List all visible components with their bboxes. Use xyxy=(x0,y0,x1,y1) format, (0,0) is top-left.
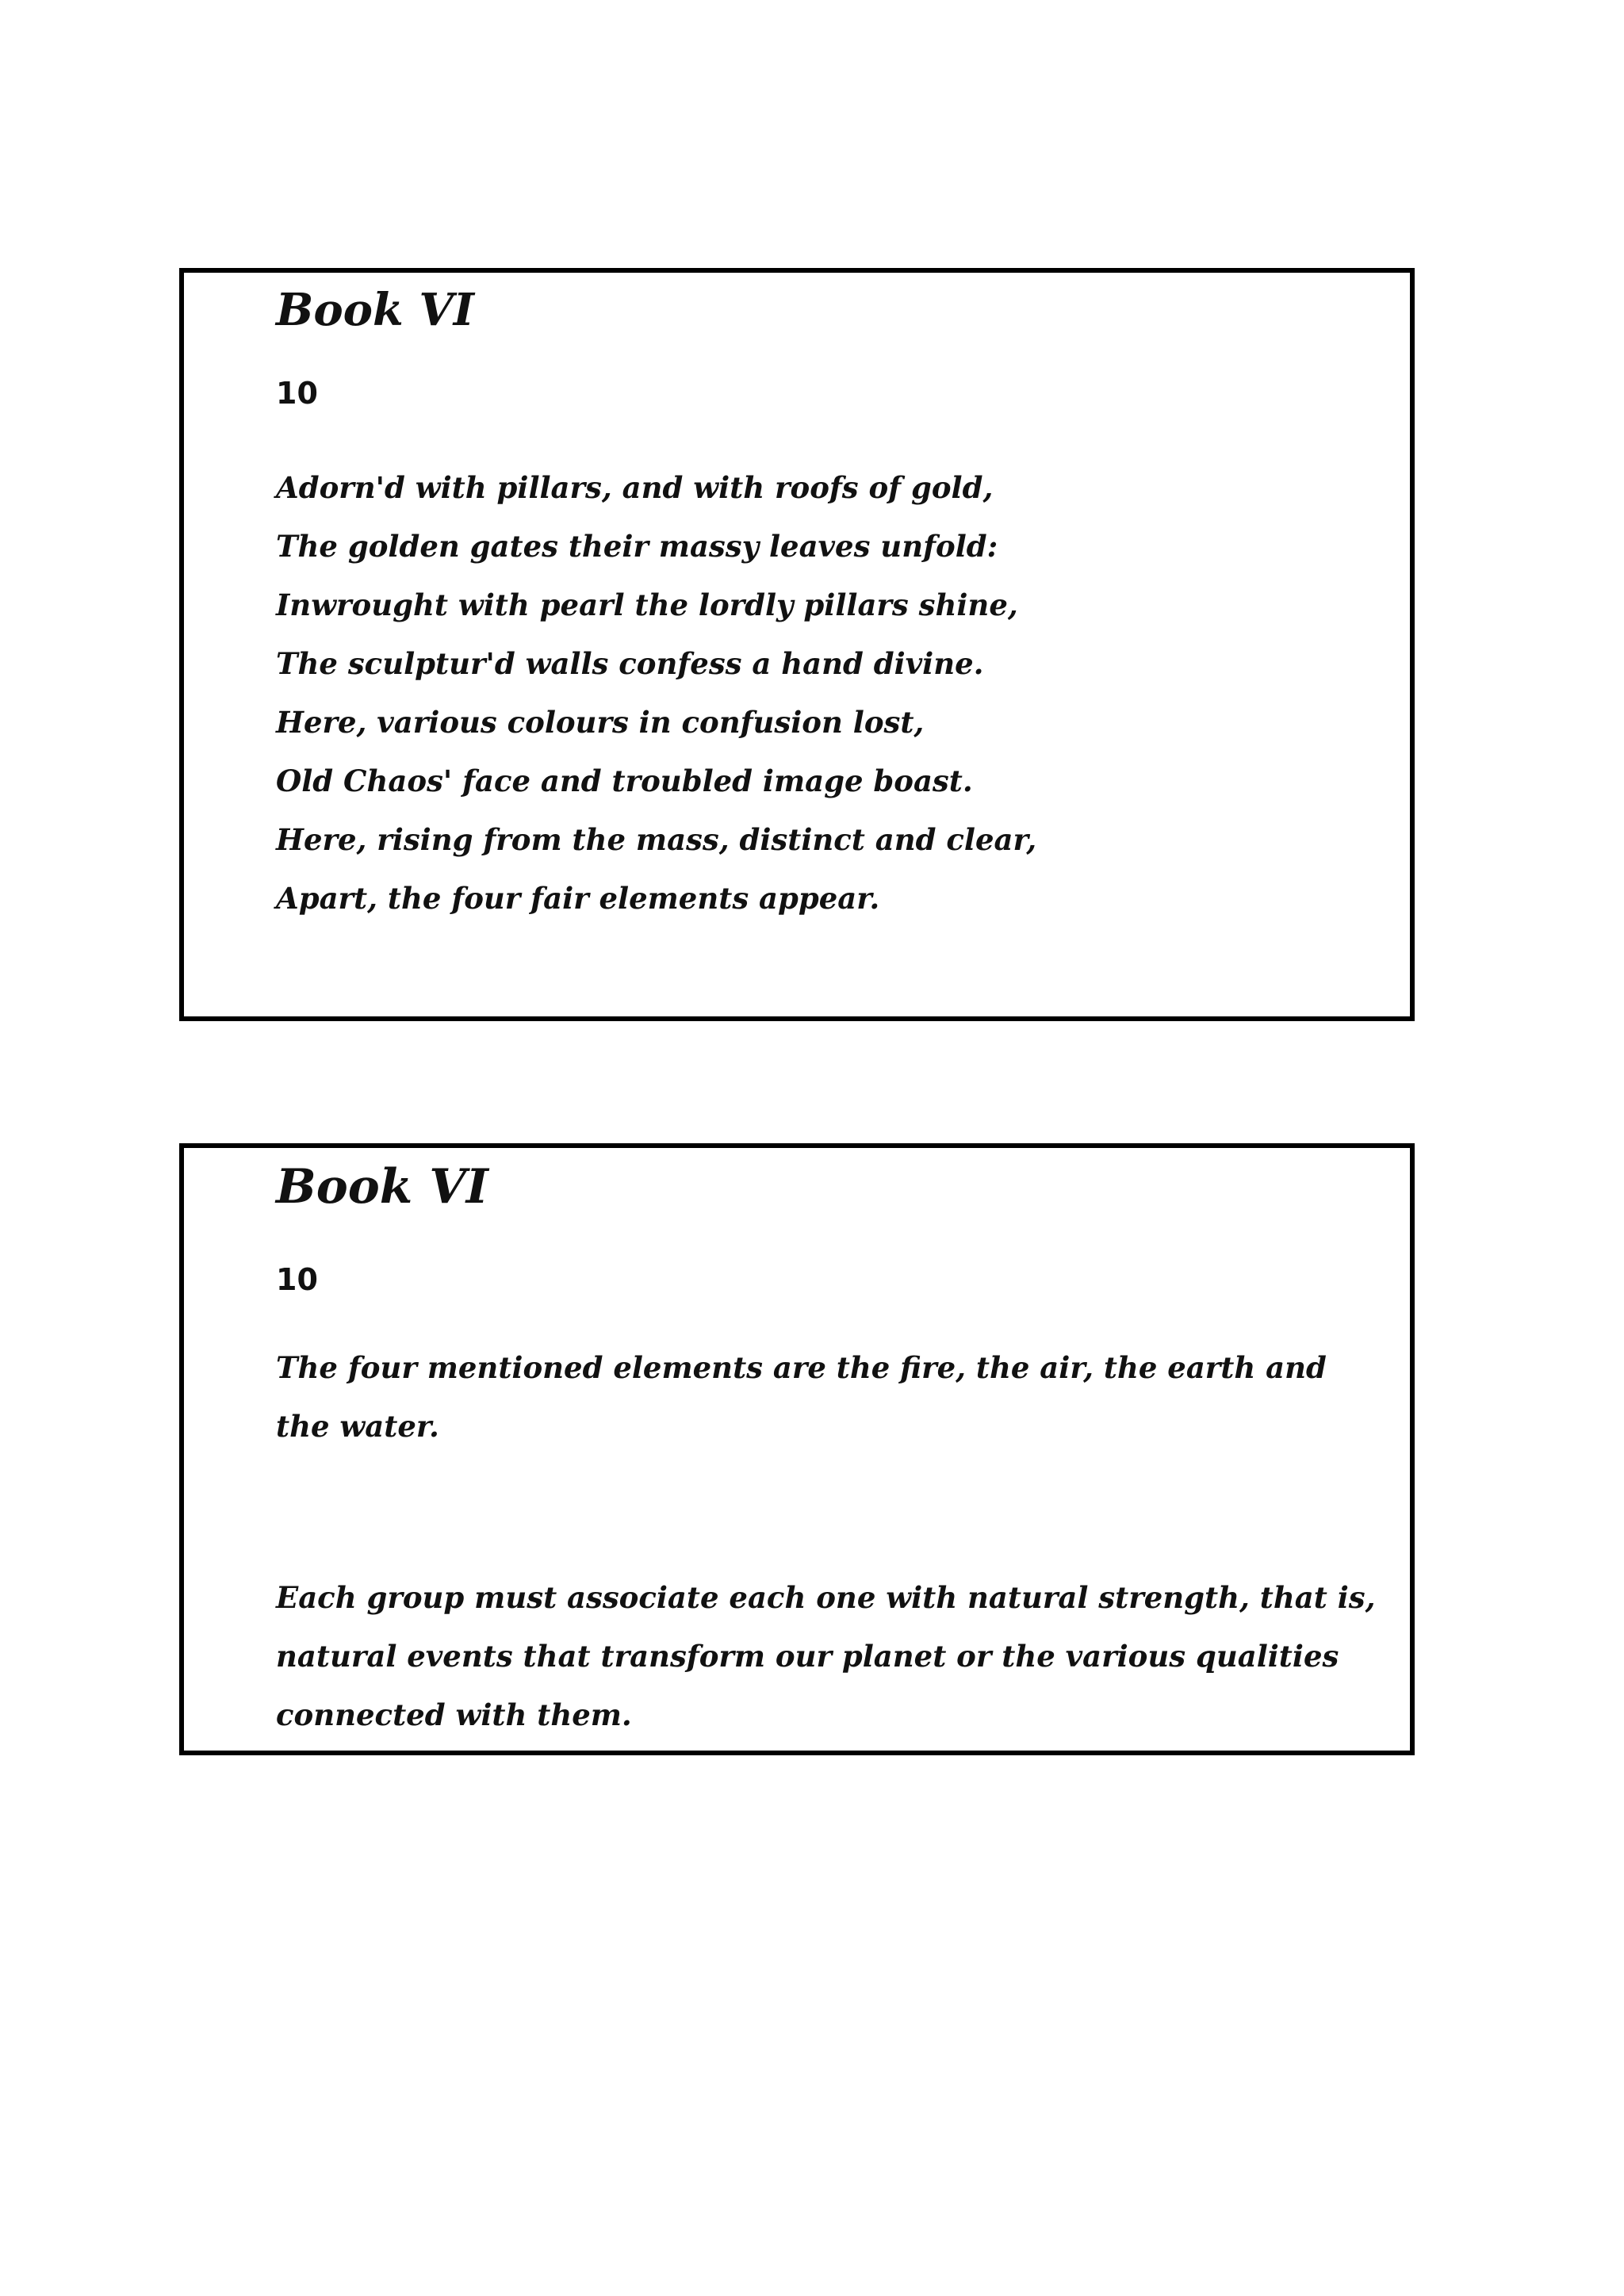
explanation-card xyxy=(179,1143,1415,1755)
section-number: 10 xyxy=(276,1262,318,1297)
verse-card xyxy=(179,268,1415,1021)
card-heading: Book VI xyxy=(276,284,474,336)
card-heading: Book VI xyxy=(276,1159,488,1215)
verse-line: Here, various colours in confusion lost, xyxy=(276,705,925,740)
explanation-paragraph: The four mentioned elements are the fire, the air, the earth and the water. xyxy=(276,1350,1327,1444)
section-number: 10 xyxy=(276,376,318,411)
verse-lines xyxy=(276,458,1036,928)
verse-line: Inwrought with pearl the lordly pillars shine, xyxy=(276,587,1018,622)
explanation-paragraph: Each group must associate each one with natural strength, that is, natural events that transform our planet or the various qualities connected with them. xyxy=(276,1580,1376,1732)
verse-line: Old Chaos' face and troubled image boast. xyxy=(276,763,973,798)
verse-line: Apart, the four fair elements appear. xyxy=(276,881,880,916)
verse-line: Here, rising from the mass, distinct and clear, xyxy=(276,822,1037,857)
verse-line: The golden gates their massy leaves unfold: xyxy=(276,529,998,564)
verse-line: Adorn'd with pillars, and with roofs of gold, xyxy=(276,470,994,505)
verse-line: The sculptur'd walls confess a hand divine. xyxy=(276,646,984,681)
